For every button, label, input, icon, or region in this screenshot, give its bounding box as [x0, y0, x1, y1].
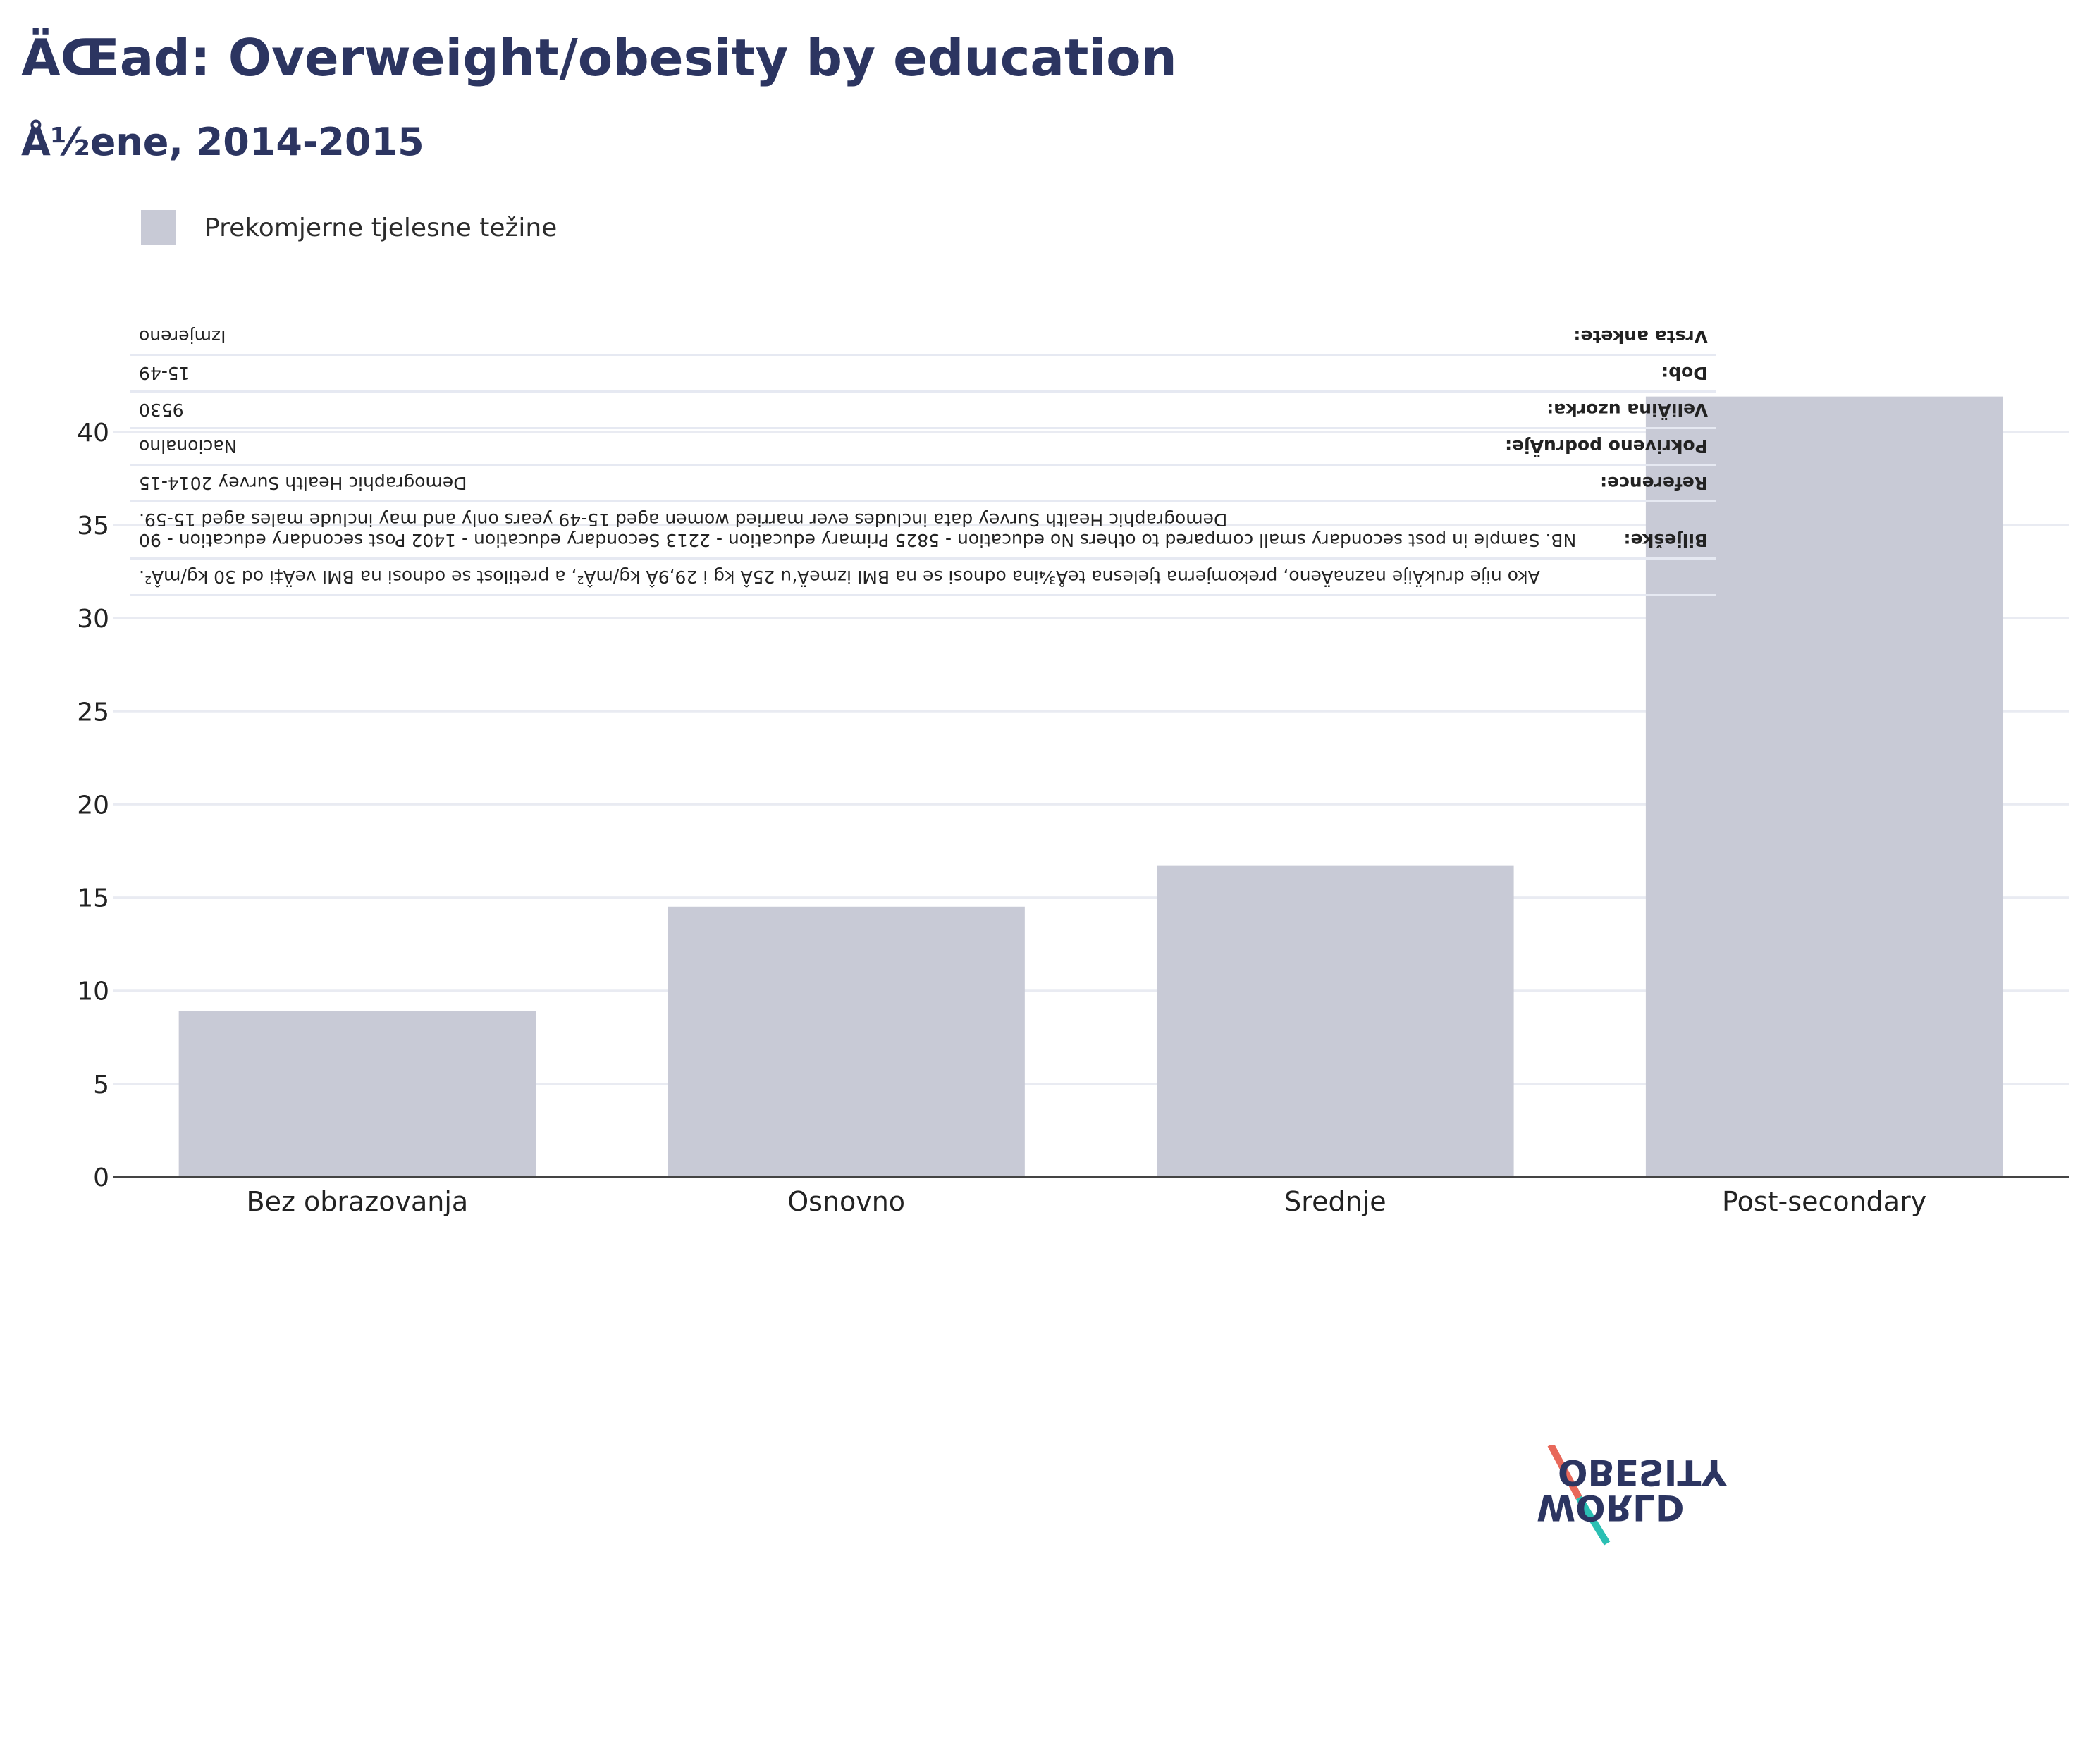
bar [1157, 866, 1513, 1177]
note-key: VeliÄina uzorka: [1546, 400, 1708, 420]
logo-text-obesity: OBESITY [1558, 1452, 1727, 1493]
y-tick-label: 5 [93, 1070, 109, 1099]
logo-text-world: WORLD [1537, 1487, 1685, 1528]
y-tick-label: 35 [77, 512, 109, 541]
note-key: Vrsta ankete: [1573, 326, 1708, 347]
note-key: Reference: [1600, 473, 1708, 493]
note-row [130, 393, 1716, 429]
world-obesity-logo [1537, 1445, 1727, 1550]
note-value: Nacionalno [139, 436, 238, 457]
legend [141, 210, 557, 245]
chart-subtitle: Å½ene, 2014-2015 [21, 120, 424, 164]
note-row [130, 502, 1716, 560]
chart-title: ÄŒad: Overweight/obesity by education [21, 28, 1177, 87]
y-tick-label: 40 [77, 418, 109, 448]
y-tick-label: 0 [93, 1164, 109, 1192]
y-tick-label: 25 [77, 698, 109, 727]
note-value: Izmjereno [139, 326, 226, 347]
x-tick-label: Post-secondary [1722, 1186, 1927, 1217]
x-tick-label: Srednje [1284, 1186, 1386, 1217]
x-tick-label: Osnovno [787, 1186, 906, 1217]
y-tick-label: 20 [77, 791, 109, 820]
y-tick-label: 30 [77, 605, 109, 634]
note-row [130, 466, 1716, 502]
note-key: Dob: [1661, 363, 1708, 383]
y-tick-label: 10 [77, 977, 109, 1006]
note-row [130, 356, 1716, 393]
note-value: 15-49 [139, 363, 190, 383]
note-value: NB. Sample in post secondary small compared to others No education - 5825 Primary education - 2213 Secondary education - 1402 Post secondary education - 90 Demographic Health Survey data includes ever married women aged 15-49 years only and may include males aged 15-59. [139, 510, 1577, 550]
note-value: Demographic Health Survey 2014-15 [139, 473, 467, 493]
note-value: Ako nije drukÄije naznaÄeno, prekomjerna tjelesna teÅ¾ina odnosi se na BMI izmeÄ‘u 25Â kg i 29,9Â kg/mÂ², a pretilost se odnosi na BMI veÄ‡i od 30 kg/mÂ². [139, 567, 1540, 587]
note-row [130, 429, 1716, 466]
survey-notes-table [130, 319, 1716, 596]
note-value: 9530 [139, 400, 184, 420]
bar [179, 1011, 536, 1177]
note-key: Bilješke: [1623, 530, 1708, 550]
y-tick-label: 15 [77, 884, 109, 913]
x-tick-label: Bez obrazovanja [246, 1186, 469, 1217]
bar [668, 907, 1024, 1177]
legend-label: Prekomjerne tjelesne težine [204, 213, 558, 242]
note-key: Pokriveno podruÄje: [1505, 436, 1708, 457]
note-row [130, 560, 1716, 596]
legend-swatch [141, 210, 176, 245]
note-row [130, 319, 1716, 356]
